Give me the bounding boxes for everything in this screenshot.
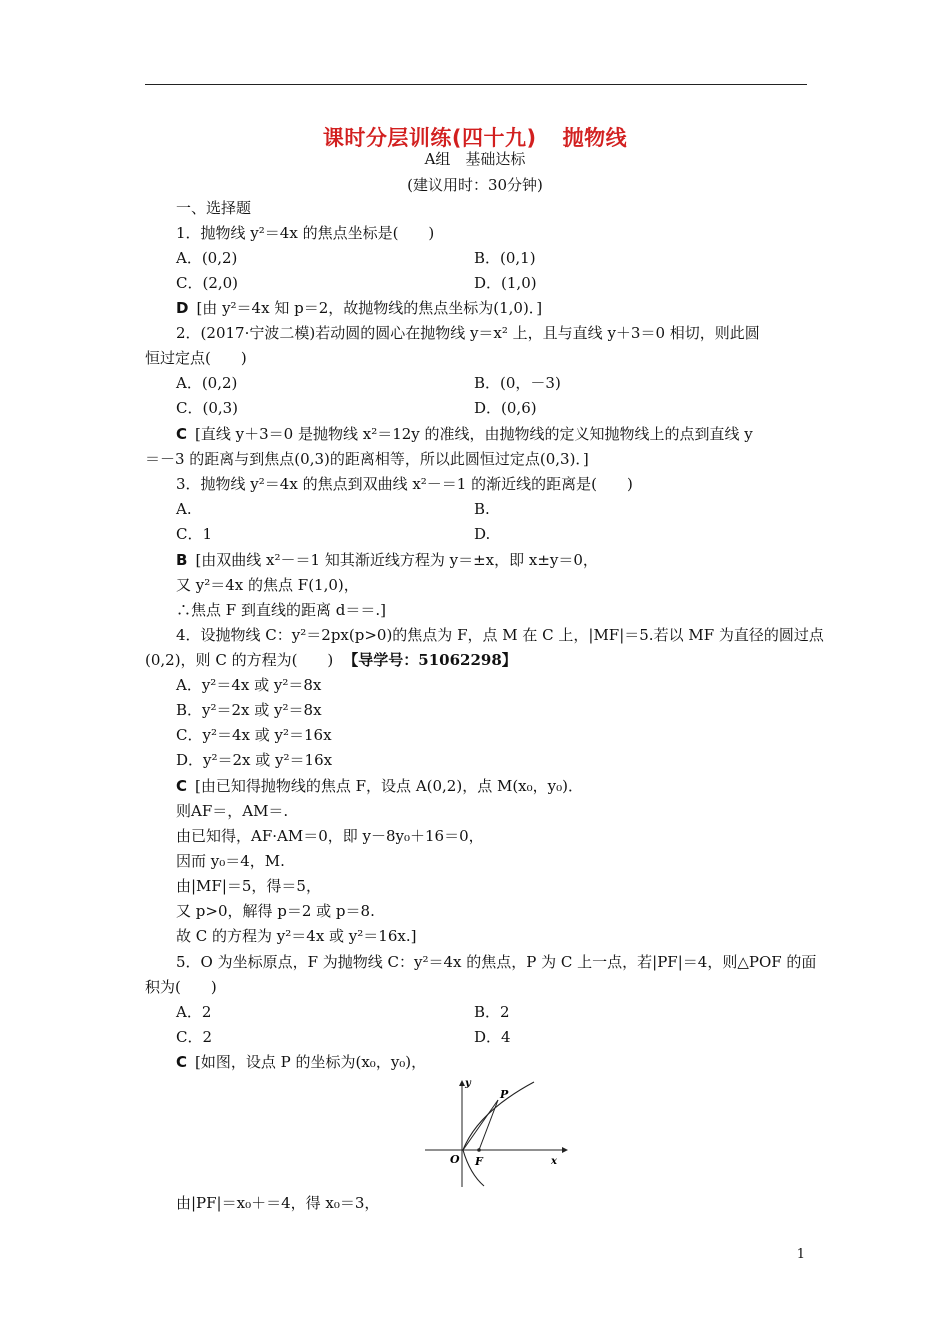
q5-answer: C [如图，设点 P 的坐标为(x₀，y₀)， (176, 1053, 427, 1071)
question-4: 4．设抛物线 C：y²＝2px(p>0)的焦点为 F，点 M 在 C 上，|MF|＝5.若以 MF 为直径的圆过点 (176, 626, 824, 644)
q4-explanation-3: 由已知得，AF·AM＝0，即 y－8y₀＋16＝0， (176, 827, 484, 845)
q4-answer: C [由已知得抛物线的焦点 F，设点 A(0,2)，点 M(x₀，y₀)． (176, 777, 583, 795)
q2-answer: C [直线 y＋3＝0 是抛物线 x²＝12y 的准线，由抛物线的定义知抛物线上的点到直线 y (176, 425, 753, 443)
q4-explanation-7: 故 C 的方程为 y²＝4x 或 y²＝16x.] (176, 927, 417, 945)
q4-option-c: C．y²＝4x 或 y²＝16x (176, 726, 332, 744)
question-2-cont: 恒过定点( ) (145, 349, 247, 367)
q4-explanation-2: 则AF＝，AM＝. (176, 802, 289, 820)
q2-option-c: C．(0,3) (176, 399, 239, 417)
header-rule (145, 84, 807, 85)
page-title: 课时分层训练(四十九) 抛物线 (322, 126, 628, 150)
segment-fp (479, 1100, 498, 1150)
q4-option-a: A．y²＝4x 或 y²＝8x (176, 676, 322, 694)
q4-explanation-5: 由|MF|＝5，得＝5， (176, 877, 321, 895)
q2-option-b: B．(0，－3) (474, 374, 561, 392)
label-o: O (450, 1153, 460, 1166)
q1-option-a: A．(0,2) (176, 249, 238, 267)
q1-option-c: C．(2,0) (176, 274, 239, 292)
q4-explanation-6: 又 p>0，解得 p＝2 或 p＝8. (176, 902, 375, 920)
q1-option-b: B．(0,1) (474, 249, 536, 267)
parabola-figure (420, 1074, 570, 1190)
question-5: 5．O 为坐标原点，F 为抛物线 C：y²＝4x 的焦点，P 为 C 上一点，若|PF|＝4，则△POF 的面 (176, 953, 817, 971)
question-1: 1．抛物线 y²＝4x 的焦点坐标是( ) (176, 224, 435, 242)
question-2: 2．(2017·宁波二模)若动圆的圆心在抛物线 y＝x² 上，且与直线 y＋3＝0 相切，则此圆 (176, 324, 760, 342)
q5-option-a: A．2 (176, 1003, 212, 1021)
q4-explanation-4: 因而 y₀＝4，M. (176, 852, 285, 870)
answer-letter: C (176, 1053, 188, 1071)
answer-letter: B (176, 551, 188, 569)
x-axis-arrow (562, 1147, 568, 1153)
q2-explanation-cont: ＝－3 的距离与到焦点(0,3)的距离相等，所以此圆恒过定点(0,3)．] (145, 450, 589, 468)
section-heading: 一、选择题 (176, 199, 252, 217)
segment-op (463, 1100, 498, 1150)
time-note: (建议用时：30分钟) (407, 176, 543, 194)
focus-point (477, 1148, 481, 1152)
answer-letter: D (176, 299, 189, 317)
q5-option-b: B．2 (474, 1003, 510, 1021)
q2-option-d: D．(0,6) (474, 399, 537, 417)
q5-explanation-2: 由|PF|＝x₀＋＝4，得 x₀＝3， (176, 1194, 380, 1212)
q2-option-a: A．(0,2) (176, 374, 238, 392)
label-f: F (475, 1155, 483, 1168)
q5-option-c: C．2 (176, 1028, 213, 1046)
answer-letter: C (176, 425, 188, 443)
q4-option-b: B．y²＝2x 或 y²＝8x (176, 701, 322, 719)
q3-option-c: C．1 (176, 525, 213, 543)
question-3: 3．抛物线 y²＝4x 的焦点到双曲线 x²－＝1 的渐近线的距离是( ) (176, 475, 633, 493)
q3-option-b: B. (474, 500, 490, 518)
q3-option-d: D. (474, 525, 491, 543)
q5-option-d: D．4 (474, 1028, 511, 1046)
study-code: 【导学号：51062298】 (343, 651, 517, 669)
page-number: 1 (796, 1247, 805, 1262)
q4-option-d: D．y²＝2x 或 y²＝16x (176, 751, 333, 769)
label-y: y (465, 1078, 471, 1089)
question-5-cont: 积为( ) (145, 978, 217, 996)
q3-explanation-2: 又 y²＝4x 的焦点 F(1,0)， (176, 576, 359, 594)
q1-answer: D [由 y²＝4x 知 p＝2，故抛物线的焦点坐标为(1,0)．] (176, 299, 543, 317)
label-x: x (551, 1156, 557, 1167)
answer-letter: C (176, 777, 188, 795)
q1-option-d: D．(1,0) (474, 274, 537, 292)
group-label: A组 基础达标 (424, 150, 526, 168)
question-4-cont: (0,2)，则 C 的方程为( ) 【导学号：51062298】 (145, 651, 517, 669)
q3-option-a: A. (176, 500, 192, 518)
label-p: P (500, 1088, 509, 1101)
q3-answer: B [由双曲线 x²－＝1 知其渐近线方程为 y＝±x，即 x±y＝0， (176, 551, 598, 569)
q3-explanation-3: ∴焦点 F 到直线的距离 d＝＝.] (176, 601, 386, 619)
